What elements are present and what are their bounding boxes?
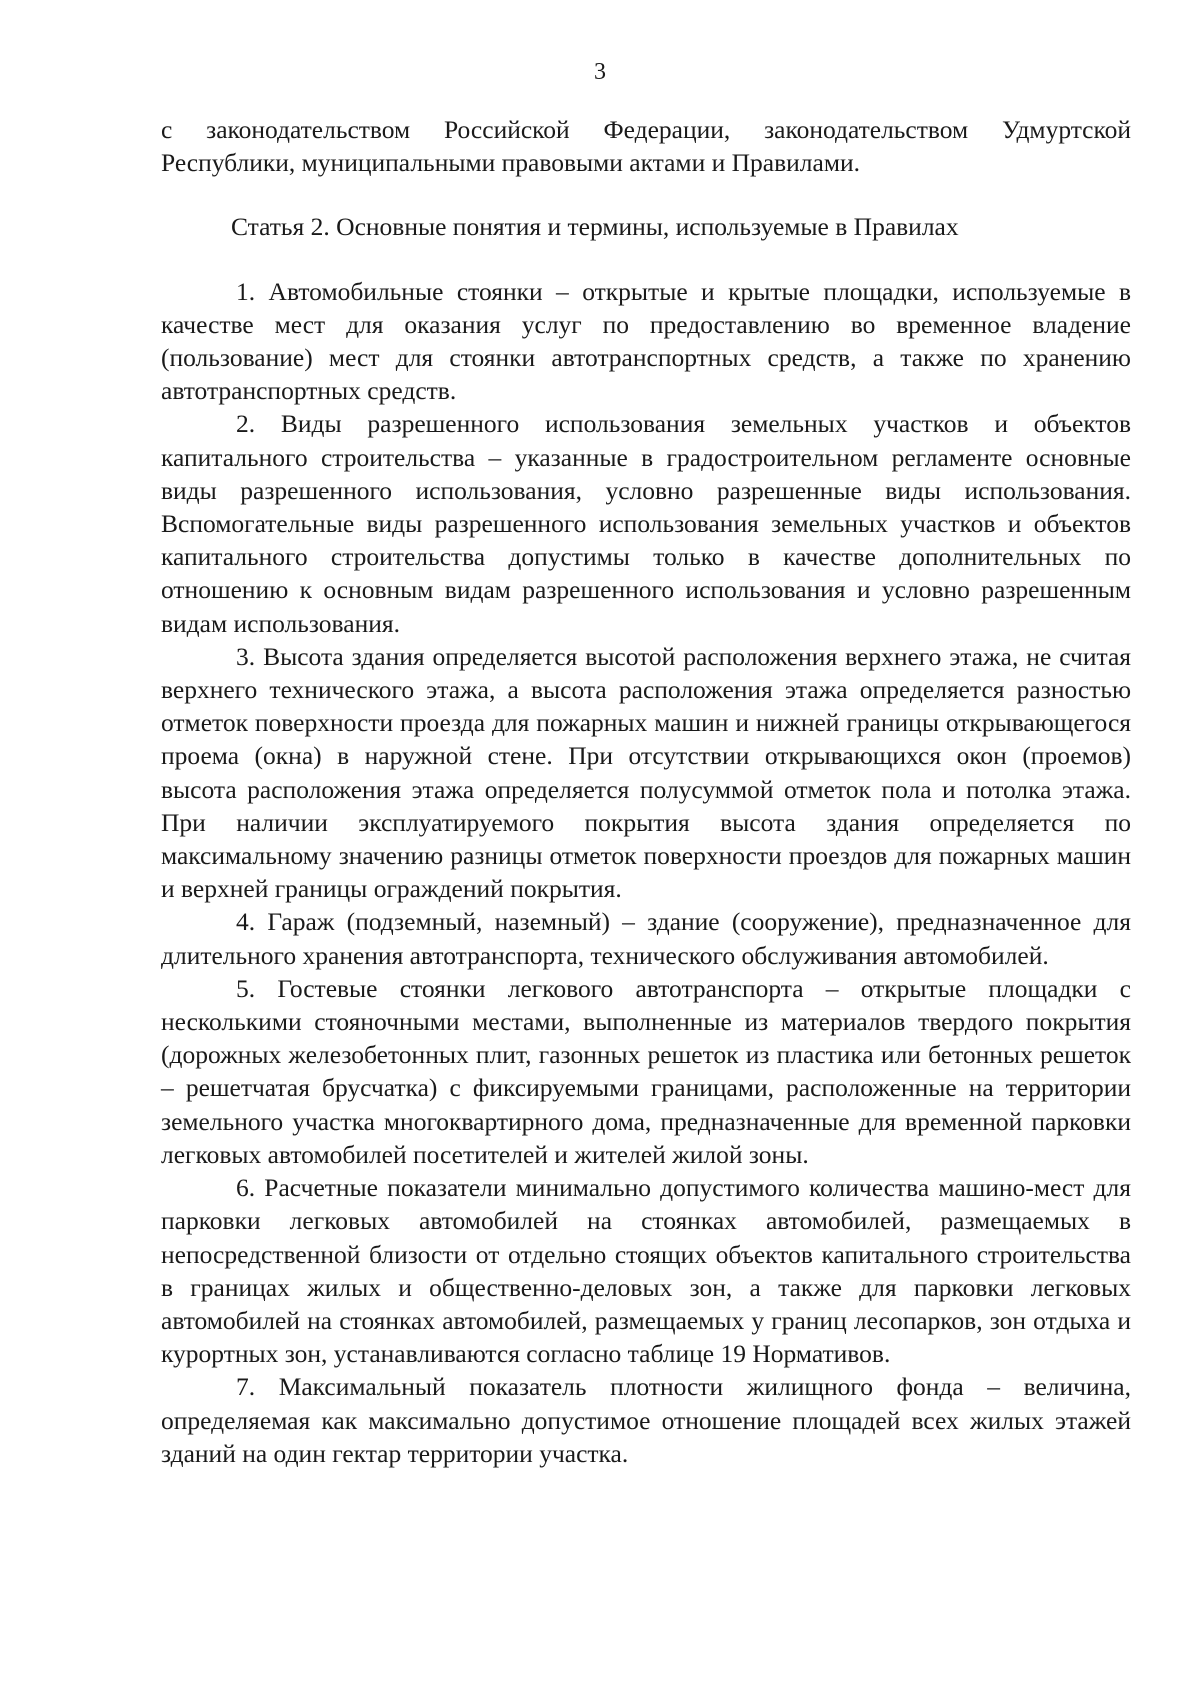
term-item-2: 2. Виды разрешенного использования земельных участков и объектов капитального строительства – указанные в градостроительном регламенте основные виды разрешенного использования, условно разрешенные виды использования. Вспомогательные виды разрешенного использования земельных участков и объектов капитального строительства допустимы только в качестве дополнительных по отношению к основным видам разрешенного использования и условно разрешенным видам использования.: [161, 409, 1131, 638]
page-number: 3: [594, 59, 606, 85]
intro-paragraph: с законодательством Российской Федерации, законодательством Удмуртской Республики, муниципальными правовыми актами и Правилами.: [161, 115, 1131, 178]
document-body: [161, 113, 1131, 1470]
term-item-5: 5. Гостевые стоянки легкового автотранспорта – открытые площадки с несколькими стояночными местами, выполненные из материалов твердого покрытия (дорожных железобетонных плит, газонных решеток из пластика или бетонных решеток – решетчатая брусчатка) с фиксируемыми границами, расположенные на территории земельного участка многоквартирного дома, предназначенные для временной парковки легковых автомобилей посетителей и жителей жилой зоны.: [161, 973, 1131, 1169]
term-item-3: 3. Высота здания определяется высотой расположения верхнего этажа, не считая верхнего технического этажа, а высота расположения этажа определяется разностью отметок поверхности проезда для пожарных машин и нижней границы открывающегося проема (окна) в наружной стене. При отсутствии открывающихся окон (проемов) высота расположения этажа определяется полусуммой отметок пола и потолка этажа. При наличии эксплуатируемого покрытия высота здания определяется по максимальному значению разницы отметок поверхности проездов для пожарных машин и верхней границы ограждений покрытия.: [161, 641, 1131, 904]
article-heading: Статья 2. Основные понятия и термины, используемые в Правилах: [231, 212, 959, 242]
term-item-7: 7. Максимальный показатель плотности жилищного фонда – величина, определяемая как максимально допустимое отношение площадей всех жилых этажей зданий на один гектар территории участка.: [161, 1372, 1131, 1468]
term-item-4: 4. Гараж (подземный, наземный) – здание (сооружение), предназначенное для длительного хранения автотранспорта, технического обслуживания автомобилей.: [161, 907, 1131, 970]
term-item-6: 6. Расчетные показатели минимально допустимого количества машино-мест для парковки легковых автомобилей на стоянках автомобилей, размещаемых в непосредственной близости от отдельно стоящих объектов капитального строительства в границах жилых и общественно-деловых зон, а также для парковки легковых автомобилей на стоянках автомобилей, размещаемых у границ лесопарков, зон отдыха и курортных зон, устанавливаются согласно таблице 19 Нормативов.: [161, 1173, 1131, 1369]
term-item-1: 1. Автомобильные стоянки – открытые и крытые площадки, используемые в качестве мест для оказания услуг по предоставлению во временное владение (пользование) мест для стоянки автотранспортных средств, а также по хранению автотранспортных средств.: [161, 276, 1131, 406]
